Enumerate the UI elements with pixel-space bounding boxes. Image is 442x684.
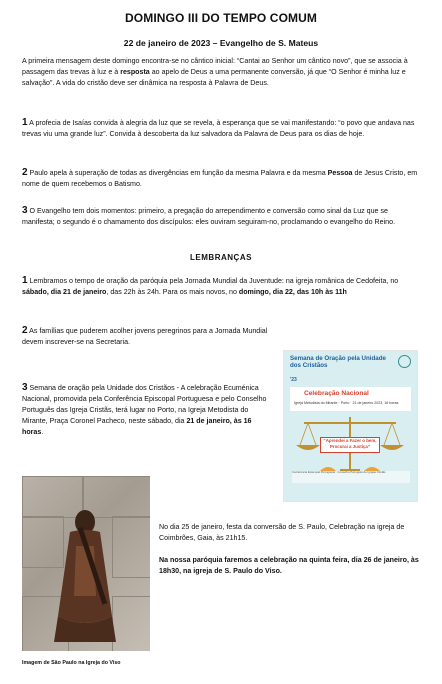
poster-banner (290, 387, 411, 411)
statue-figure-icon (50, 506, 120, 646)
poster-banner-subtitle: Igreja Metodista do Mirante · Porto · 21 de janeiro 2023, 16 horas (294, 401, 399, 405)
point-number: 3 (22, 382, 28, 393)
lembranca-1: 1 Lembramos o tempo de oração da paróquia pela Jornada Mundial da Juventude: na igreja românica de Cedofeita, no sábado, dia 21 de janeiro, das 22h às 24h. Para os mais novos, no domingo, dia 22, das 10h às 11h (22, 275, 399, 296)
poster-quote: “Aprendei a Fazer o bem, Procurai a Justiça” (320, 437, 380, 453)
poster-year: '23 (290, 377, 297, 383)
point-3: 3 O Evangelho tem dois momentos: primeiro, a pregação do arrependimento e conversão como sinal da Luz que se manifesta; o segundo é o chamamento dos discípulos: eles ouviram seguiram-no, proclamando o evangelho do Reino. (22, 205, 396, 226)
point-1: 1 A profecia de Isaías convida à alegria da luz que se revela, à esperança que se vai manifestando: “o povo que andava nas trevas viu uma grande luz”. Convida à descoberta da luz salvadora da Palavra de Deus para os dias de hoje. (22, 117, 415, 138)
poster-logo-icon (398, 355, 411, 368)
poster-title: Semana de Oração pela Unidade dos Cristãos (290, 355, 386, 369)
point-number: 3 (22, 205, 28, 216)
poster-footer: Conferência Episcopal Portuguesa · Conselho Português de Igrejas Cristãs (292, 471, 410, 483)
lembranca-3: 3 Semana de oração pela Unidade dos Cristãos - A celebração Ecuménica Nacional, promovida pela Conferência Episcopal Portuguesa e pelo Conselho Português das Igreja Cristãs, terá lugar no Porto, na Igreja Metodista do Mirante, Praça Coronel Pacheco, neste sábado, dia 21 de janeiro, às 16 horas. (22, 382, 267, 436)
point-number: 2 (22, 167, 28, 178)
poster-banner-title: Celebração Nacional (304, 390, 369, 397)
saint-paul-statue-photo (22, 476, 150, 651)
photo-caption: Imagem de São Paulo na Igreja do Viso (22, 660, 121, 666)
point-2: 2 Paulo apela à superação de todas as divergências em função da mesma Palavra e da mesma Pessoa de Jesus Cristo, em nome de quem recebemos o Batismo. (22, 167, 418, 188)
week-of-prayer-poster (283, 350, 418, 502)
parish-celebration-paragraph: Na nossa paróquia faremos a celebração na quinta feira, dia 26 de janeiro, às 18h30, na igreja de S. Paulo do Viso. (159, 556, 419, 575)
point-number: 1 (22, 117, 28, 128)
lembranca-2: 2 As famílias que puderem acolher jovens peregrinos para a Jornada Mundial devem inscrever-se na Secretaria. (22, 325, 268, 346)
page-title: DOMINGO III DO TEMPO COMUM (125, 11, 317, 25)
conversion-feast-paragraph: No dia 25 de janeiro, festa da conversão de S. Paulo, Celebração na igreja de Coimbrões, Gaia, às 21h15. (159, 523, 405, 542)
lembrancas-heading: LEMBRANÇAS (190, 253, 252, 262)
point-number: 2 (22, 325, 28, 336)
intro-paragraph: A primeira mensagem deste domingo encontra-se no cântico inicial: “Cantai ao Senhor um cântico novo”, que se associa à passagem das trevas à luz e à resposta ao apelo de Deus a uma permanente conversão, já que “O Senhor é minha luz e salvação”. A vida do cristão deve ser dinâmica na resposta à Palavra de Deus. (22, 57, 408, 87)
point-number: 1 (22, 275, 28, 286)
scales-of-justice-icon (284, 411, 417, 501)
page-subtitle: 22 de janeiro de 2023 – Evangelho de S. Mateus (123, 38, 319, 48)
